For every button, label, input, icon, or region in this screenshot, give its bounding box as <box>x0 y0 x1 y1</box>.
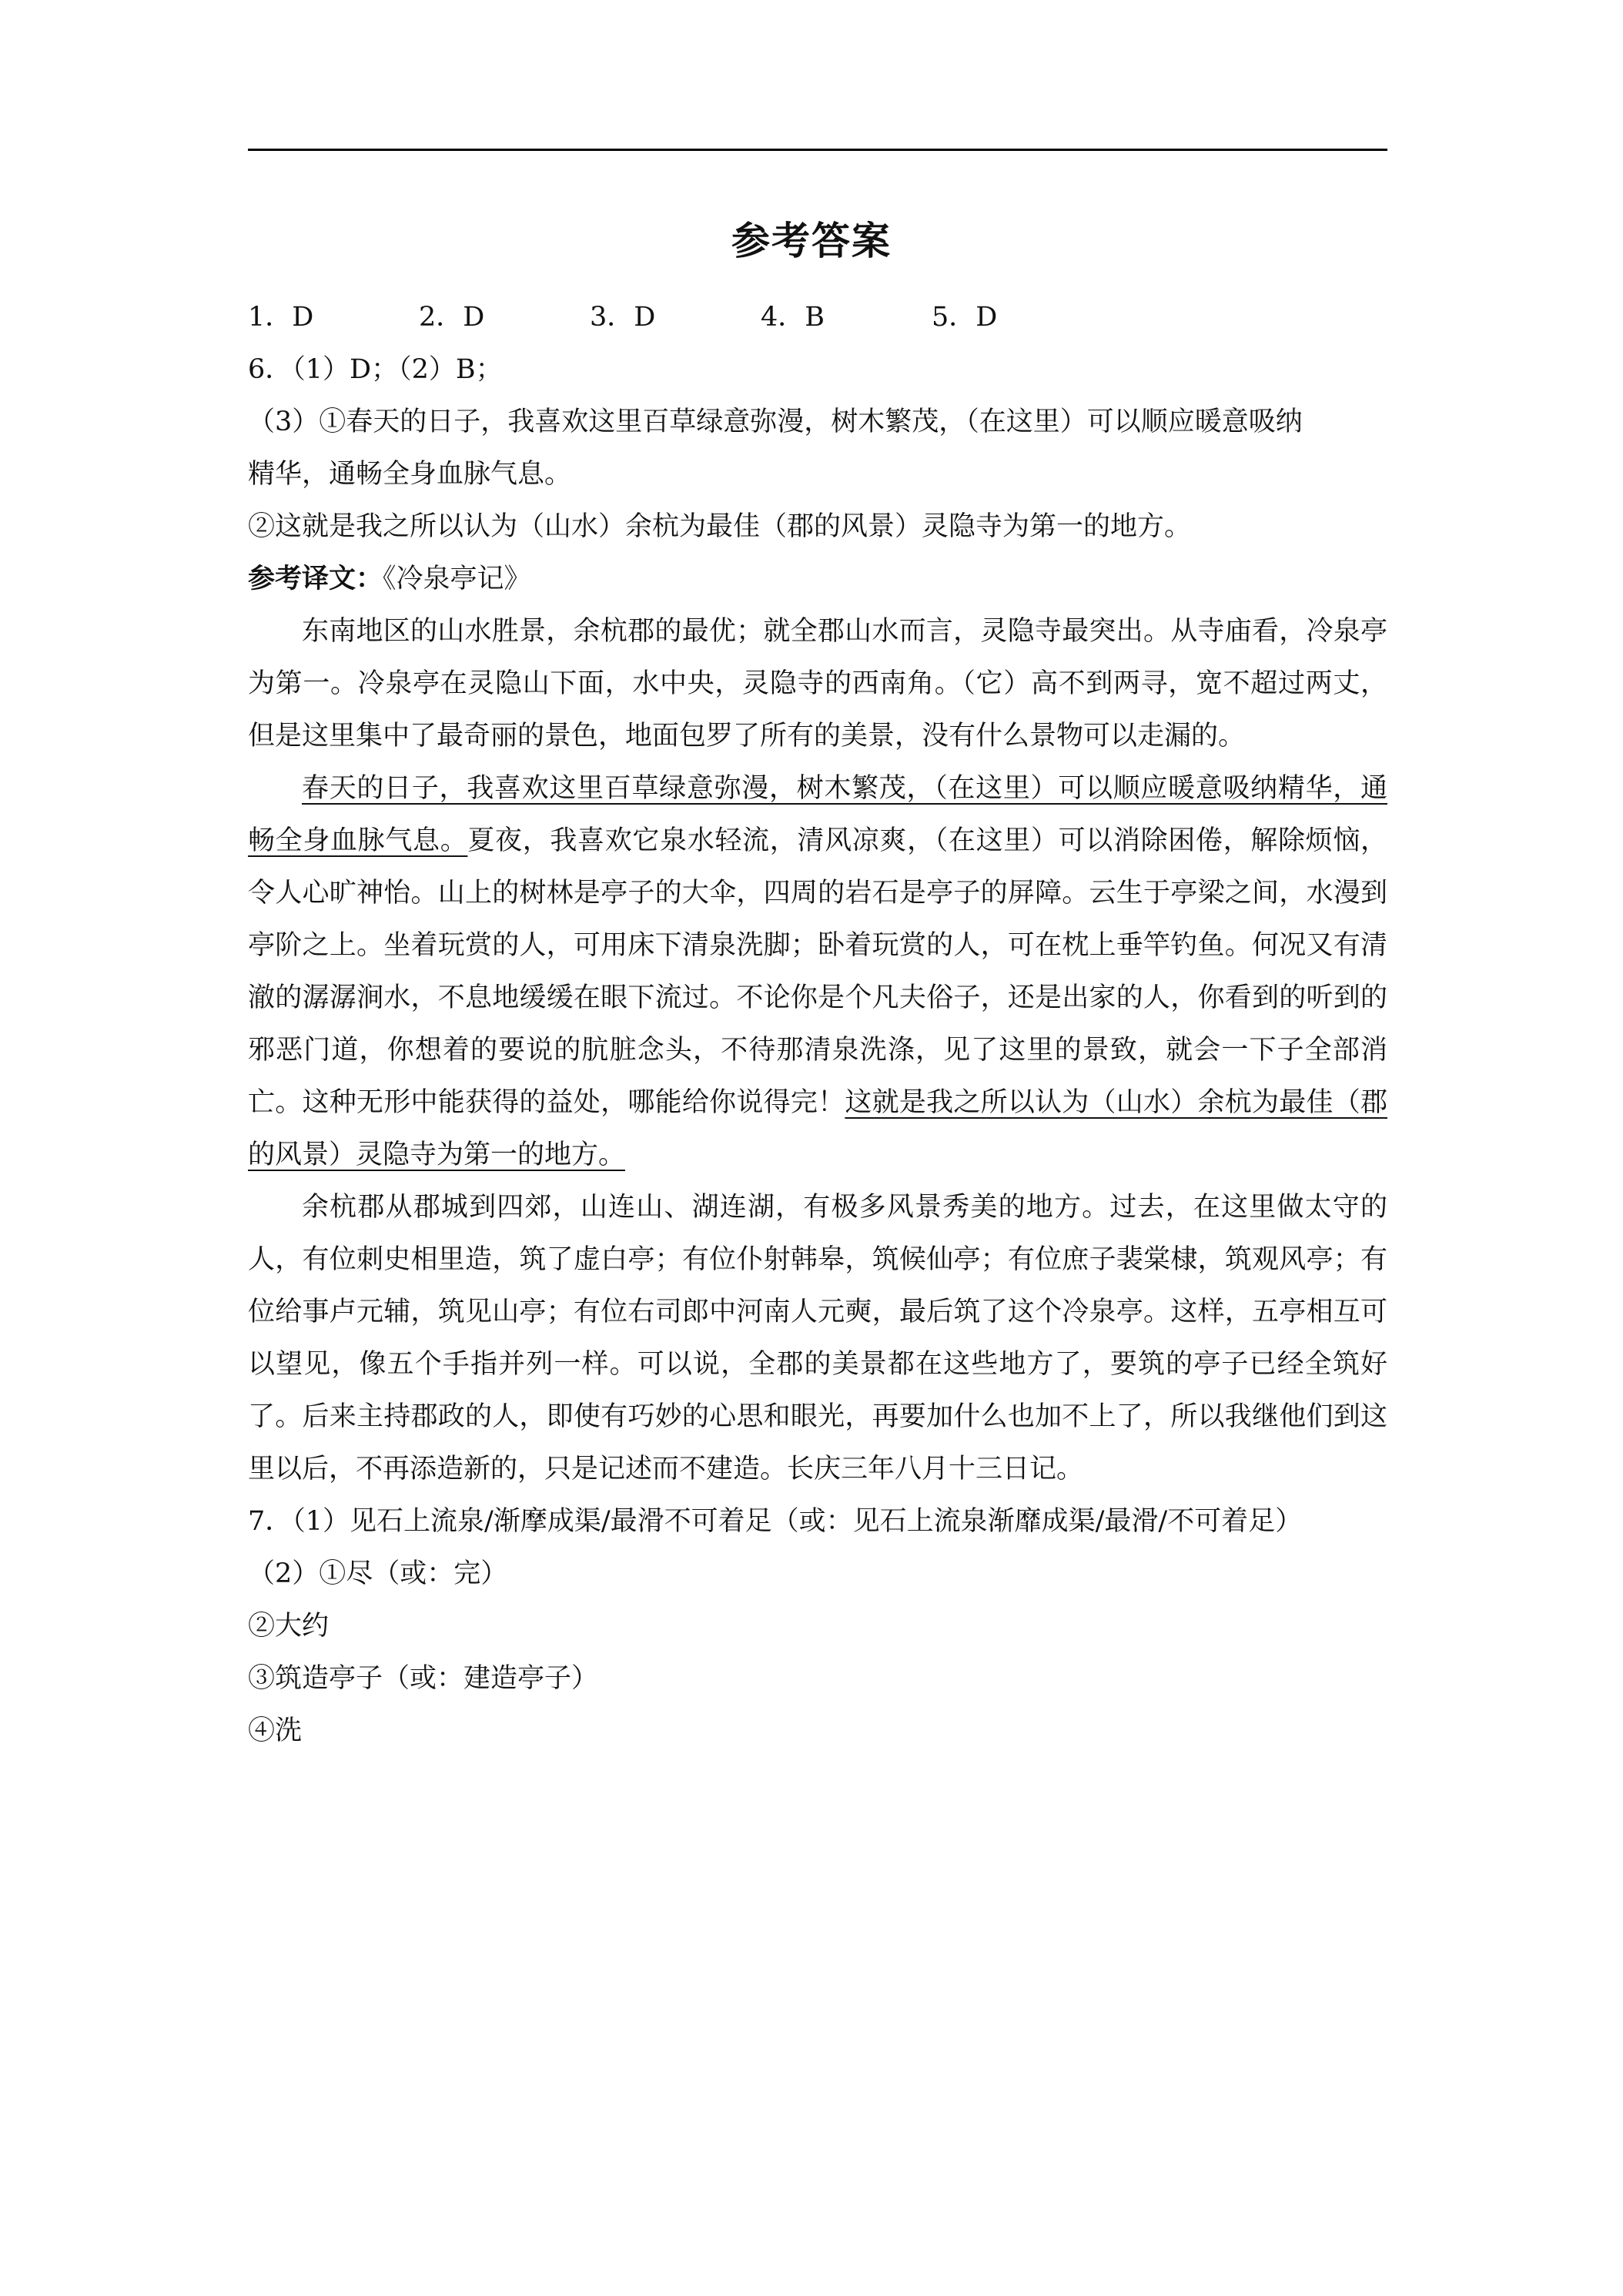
answer-content <box>248 291 1387 1757</box>
q6-sub3-line1: （3）①春天的日子，我喜欢这里百草绿意弥漫，树木繁茂，（在这里）可以顺应暖意吸纳 <box>248 407 1303 437</box>
underlined-sentence-1: 春天的日子，我喜欢这里百草绿意弥漫，树木繁茂，（在这里）可以顺应暖意吸纳精华，通畅全身血脉气息。 <box>248 773 1387 856</box>
answer-4: 4．B <box>761 302 825 333</box>
paragraph-2-body: 夏夜，我喜欢它泉水轻流，清风凉爽，（在这里）可以消除困倦，解除烦恼，令人心旷神怡。山上的树林是亭子的大伞，四周的岩石是亭子的屏障。云生于亭梁之间，水漫到亭阶之上。坐着玩赏的人，可用床下清泉洗脚；卧着玩赏的人，可在枕上垂竿钓鱼。何况又有清澈的潺潺涧水，不息地缓缓在眼下流过。不论你是个凡夫俗子，还是出家的人，你看到的听到的邪恶门道，你想着的要说的肮脏念头，不待那清泉洗涤，见了这里的景致，就会一下子全部消亡。这种无形中能获得的益处，哪能给你说得完！ <box>248 825 1387 1118</box>
answer-5: 5．D <box>932 302 998 333</box>
translation-label: 参考译文： <box>248 563 383 594</box>
translation-work-title: 《冷泉亭记》 <box>383 564 531 594</box>
q6-answer-line: 6．（1）D；（2）B； <box>248 354 503 385</box>
q7-answer-line-4: ③筑造亭子（或：建造亭子） <box>248 1663 599 1694</box>
q6-sub3-line2: 精华，通畅全身血脉气息。 <box>248 459 572 490</box>
underlined-sentence-2: 这就是我之所以认为（山水）余杭为最佳（郡的风景）灵隐寺为第一的地方。 <box>248 1087 1387 1170</box>
answer-2: 2．D <box>419 302 485 333</box>
translation-paragraph-2 <box>248 762 1387 1181</box>
page-title: 参考答案 <box>731 219 892 263</box>
q6-sub3-line3: ②这就是我之所以认为（山水）余杭为最佳（郡的风景）灵隐寺为第一的地方。 <box>248 511 1192 542</box>
answer-3: 3．D <box>590 302 656 333</box>
q7-answer-line-5: ④洗 <box>248 1715 303 1746</box>
q7-answer-line-3: ②大约 <box>248 1611 330 1642</box>
translation-heading <box>248 553 1387 605</box>
answer-1: 1．D <box>248 302 314 333</box>
q7-answer-line-1: 7．（1）见石上流泉/渐摩成渠/最滑不可着足（或：见石上流泉渐靡成渠/最滑/不可着足） <box>248 1506 1303 1537</box>
header-rule <box>248 149 1387 151</box>
translation-paragraph-1: 东南地区的山水胜景，余杭郡的最优；就全郡山水而言，灵隐寺最突出。从寺庙看，冷泉亭为第一。冷泉亭在灵隐山下面，水中央，灵隐寺的西南角。（它）高不到两寻，宽不超过两丈，但是这里集中了最奇丽的景色，地面包罗了所有的美景，没有什么景物可以走漏的。 <box>248 616 1387 751</box>
multiple-choice-answers <box>248 291 1387 343</box>
q7-answer-line-2: （2）①尽（或：完） <box>248 1558 508 1589</box>
translation-paragraph-3: 余杭郡从郡城到四郊，山连山、湖连湖，有极多风景秀美的地方。过去，在这里做太守的人，有位刺史相里造，筑了虚白亭；有位仆射韩皋，筑候仙亭；有位庶子裴棠棣，筑观风亭；有位给事卢元辅，筑见山亭；有位右司郎中河南人元奭，最后筑了这个冷泉亭。这样，五亭相互可以望见，像五个手指并列一样。可以说，全郡的美景都在这些地方了，要筑的亭子已经全筑好了。后来主持郡政的人，即使有巧妙的心思和眼光，再要加什么也加不上了，所以我继他们到这里以后，不再添造新的，只是记述而不建造。长庆三年八月十三日记。 <box>248 1192 1387 1484</box>
